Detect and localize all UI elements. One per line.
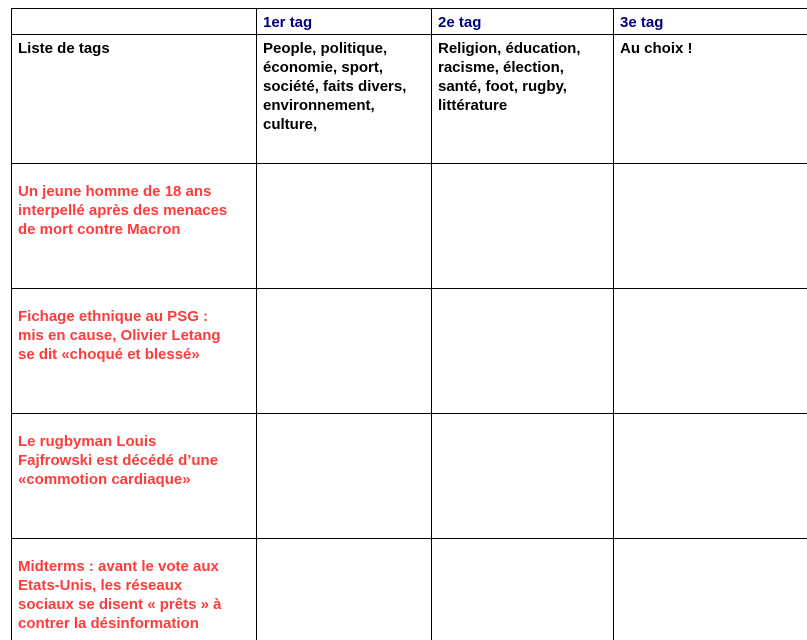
article-title: Le rugbyman Louis Fajfrowski est décédé d’une «commotion cardiaque» <box>12 414 257 539</box>
article-title: Fichage ethnique au PSG : mis en cause, Olivier Letang se dit «choqué et blessé» <box>12 289 257 414</box>
header-empty-cell <box>12 9 257 35</box>
tag3-cell[interactable] <box>614 539 807 640</box>
tag2-cell[interactable] <box>432 289 614 414</box>
tag2-cell[interactable] <box>432 164 614 289</box>
tag1-cell[interactable] <box>257 164 432 289</box>
tag-list-row <box>12 35 807 164</box>
tag2-options: Religion, éducation, racisme, élection, santé, foot, rugby, littérature <box>432 35 614 164</box>
tag1-cell[interactable] <box>257 539 432 640</box>
article-title: Un jeune homme de 18 ans interpellé après des menaces de mort contre Macron <box>12 164 257 289</box>
tag-assignment-table <box>11 8 807 640</box>
header-row <box>12 9 807 35</box>
article-row <box>12 289 807 414</box>
tag3-cell[interactable] <box>614 414 807 539</box>
tag-list-label: Liste de tags <box>12 35 257 164</box>
tag3-options: Au choix ! <box>614 35 807 164</box>
tag1-options: People, politique, économie, sport, société, faits divers, environnement, culture, <box>257 35 432 164</box>
tag3-cell[interactable] <box>614 289 807 414</box>
article-row <box>12 164 807 289</box>
header-tag2: 2e tag <box>432 9 614 35</box>
tag2-cell[interactable] <box>432 414 614 539</box>
article-row <box>12 539 807 640</box>
tag1-cell[interactable] <box>257 414 432 539</box>
article-row <box>12 414 807 539</box>
tag3-cell[interactable] <box>614 164 807 289</box>
header-tag1: 1er tag <box>257 9 432 35</box>
header-tag3: 3e tag <box>614 9 807 35</box>
tag2-cell[interactable] <box>432 539 614 640</box>
article-title: Midterms : avant le vote aux Etats-Unis, les réseaux sociaux se disent « prêts » à contrer la désinformation <box>12 539 257 640</box>
tag1-cell[interactable] <box>257 289 432 414</box>
